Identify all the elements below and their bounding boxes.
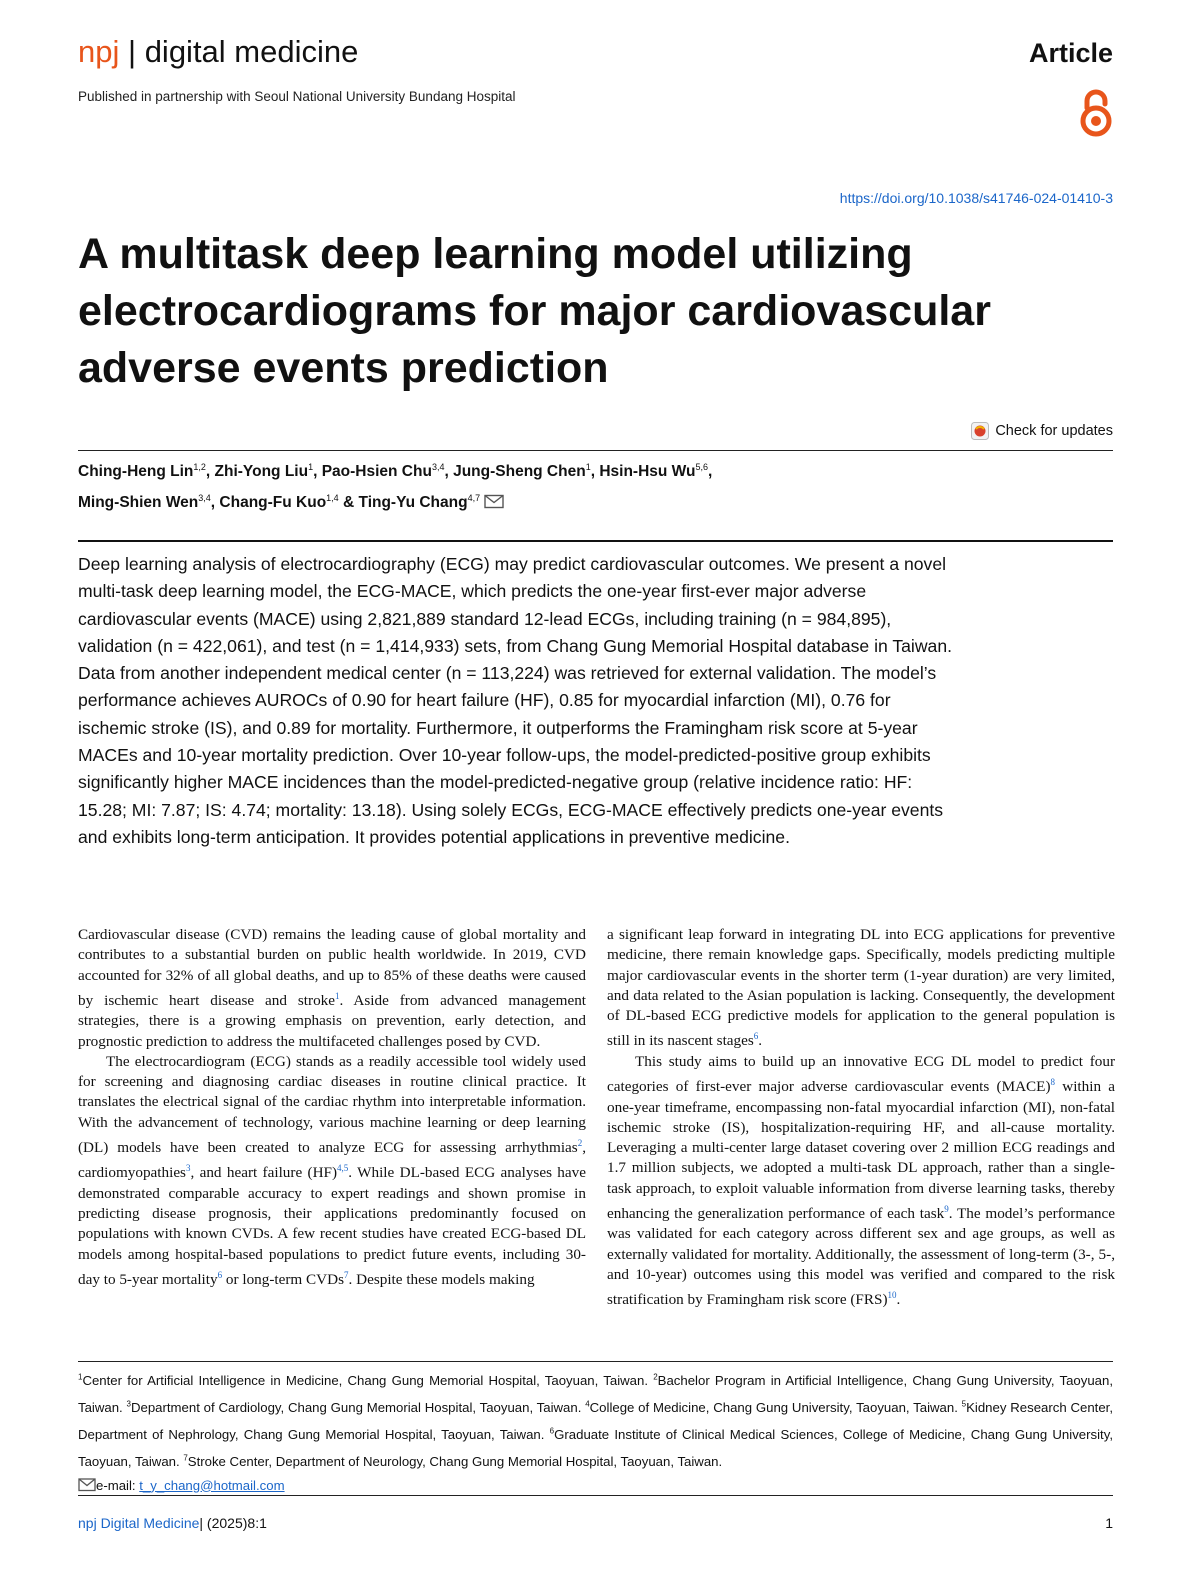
author-name[interactable]: Ching-Heng Lin xyxy=(78,463,194,481)
author-affiliation-ref: 1 xyxy=(585,462,591,472)
body-paragraph xyxy=(607,925,1115,1052)
abstract-divider xyxy=(78,540,1113,542)
author-name[interactable]: Zhi-Yong Liu xyxy=(214,463,309,481)
citation-ref[interactable]: 10 xyxy=(887,1290,897,1301)
paragraph-text: . xyxy=(896,1291,901,1309)
citation-ref[interactable]: 7 xyxy=(344,1269,349,1280)
affiliation-text: Bachelor Program in Artificial Intelligence, Chang Gung University, Taoyuan, Taiwan. xyxy=(78,1373,1113,1416)
corresponding-author-mail-icon[interactable] xyxy=(484,494,504,509)
affiliation-number: 5 xyxy=(961,1399,967,1409)
author-affiliation-ref: 1,4 xyxy=(326,493,339,504)
header-divider xyxy=(78,450,1113,451)
footer-journal-link[interactable]: npj Digital Medicine xyxy=(78,1515,200,1531)
footnote-divider xyxy=(78,1361,1113,1362)
journal-brand xyxy=(78,32,358,72)
brand-separator: | xyxy=(128,34,137,69)
affiliation-list xyxy=(78,1373,1113,1469)
footer-citation xyxy=(78,1514,267,1532)
affiliation-text: Stroke Center, Department of Neurology, Chang Gung Memorial Hospital, Taoyuan, Taiwan. xyxy=(187,1454,723,1470)
email-label: e-mail: xyxy=(96,1477,140,1493)
author-list xyxy=(78,454,1108,516)
author-name[interactable]: Ting-Yu Chang xyxy=(358,494,468,512)
body-column-left xyxy=(78,925,586,1290)
article-type-label: Article xyxy=(1028,38,1113,68)
author-separator: , xyxy=(205,463,215,481)
paragraph-text: The electrocardiogram (ECG) stands as a readily accessible tool widely used for screening and diagnosing cardiac diseases in routine clinical practice. It translates the electrical signal of the cardiac rhythm into interpretable information. With the advancement of technology, various machine learning or deep learning (DL) models have been created to analyze ECG for assessing arrhythmias xyxy=(78,1052,586,1157)
body-paragraph xyxy=(607,1052,1115,1311)
check-updates-icon xyxy=(971,422,989,440)
author-affiliation-ref: 5,6 xyxy=(695,462,708,472)
doi-link[interactable]: https://doi.org/10.1038/s41746-024-01410-3 xyxy=(839,190,1113,206)
affiliation-number: 4 xyxy=(585,1399,590,1409)
author-affiliation-ref: 1 xyxy=(308,462,314,472)
author-affiliation-ref: 3,4 xyxy=(198,493,211,504)
paragraph-text: , cardiomyopathies xyxy=(78,1139,586,1182)
author-name[interactable]: Pao-Hsien Chu xyxy=(321,463,432,481)
abstract-text: Deep learning analysis of electrocardiography (ECG) may predict cardiovascular outcomes. We present a novel multi-task deep learning model, the ECG-MACE, which predicts the one-year first-ever major adverse cardiovascular events (MACE) using 2,821,889 standard 12-lead ECGs, including training (n = 984,895), validation (n = 422,061), and test (n = 1,414,933) sets, from Chang Gung Memorial Hospital database in Taiwan. Data from another independent medical center (n = 113,224) was retrieved for external validation. The model’s performance achieves AUROCs of 0.90 for heart failure (HF), 0.85 for myocardial infarction (MI), 0.76 for ischemic stroke (IS), and 0.89 for mortality. Furthermore, it outperforms the Framingham risk score at 5-year MACEs and 10-year mortality prediction. Over 10-year follow-ups, the model-predicted-positive group exhibits significantly higher MACE incidences than the model-predicted-negative group (relative incidence ratio: HF: 15.28; MI: 7.87; IS: 4.74; mortality: 13.18). Using solely ECGs, ECG-MACE effectively predicts one-year events and exhibits long-term anticipation. It provides potential applications in preventive medicine. xyxy=(78,554,953,847)
affiliation-number: 6 xyxy=(549,1426,555,1436)
affiliation-number: 1 xyxy=(78,1373,83,1382)
article-title: A multitask deep learning model utilizing electrocardiograms for major cardiovascular adverse events prediction xyxy=(78,230,991,392)
body-column-right xyxy=(607,925,1115,1311)
citation-ref[interactable]: 2 xyxy=(577,1138,583,1149)
page-number: 1 xyxy=(1105,1515,1113,1531)
author-name[interactable]: Hsin-Hsu Wu xyxy=(599,463,696,481)
citation-ref[interactable]: 6 xyxy=(753,1031,759,1042)
affiliation-text: Kidney Research Center, Department of Nephrology, Chang Gung Memorial Hospital, Taoyuan, Taiwan. xyxy=(78,1400,1114,1443)
citation-ref[interactable]: 1 xyxy=(335,990,340,1001)
email-icon xyxy=(78,1478,96,1492)
citation-ref[interactable]: 8 xyxy=(1050,1077,1056,1088)
footer-divider xyxy=(78,1495,1113,1496)
affiliation-number: 7 xyxy=(183,1453,188,1463)
paragraph-text: . xyxy=(758,1032,763,1050)
author-affiliation-ref: 3,4 xyxy=(431,462,445,472)
brand-name: digital medicine xyxy=(144,34,359,69)
citation-ref[interactable]: 4,5 xyxy=(337,1163,349,1174)
affiliation-text: College of Medicine, Chang Gung University, Taoyuan, Taiwan. xyxy=(589,1400,962,1416)
paragraph-text: or long-term CVDs xyxy=(222,1271,345,1288)
open-access-icon xyxy=(1078,88,1114,138)
partnership-note: Published in partnership with Seoul National University Bundang Hospital xyxy=(78,89,516,104)
paragraph-text: a significant leap forward in integrating DL into ECG applications for preventive medicine, there remain knowledge gaps. Specifically, models predicting multiple major cardiovascular events in the shorter term (1-year duration) are very limited, and data related to the Asian population is lacking. Consequently, the development of DL-based ECG predictive models for application to the general population is still in its nascent stages xyxy=(607,926,1115,1050)
citation-ref[interactable]: 9 xyxy=(944,1203,949,1214)
paragraph-text: . Aside from advanced management strategies, there is a growing emphasis on prevention, early detection, and prognostic prediction to address the multifaceted challenges posed by CVD. xyxy=(78,991,587,1050)
check-updates-label: Check for updates xyxy=(995,423,1113,439)
paragraph-text: Cardiovascular disease (CVD) remains the leading cause of global mortality and contributes to a substantial burden on public health worldwide. In 2019, CVD accounted for 32% of all global deaths, and up to 85% of these deaths were caused by ischemic heart disease and stroke xyxy=(78,926,586,1009)
affiliation-number: 3 xyxy=(126,1399,131,1409)
paragraph-text: . The model’s performance was validated for each category across different sex and age groups, as well as externally validated for mortality. Additionally, the assessment of long-term (3-, 5-, and 10-year) outcomes using this model was verified and compared to the risk stratification by Framingham risk score (FRS) xyxy=(607,1205,1115,1309)
affiliation-number: 2 xyxy=(653,1373,658,1382)
brand-npj: npj xyxy=(78,34,120,69)
affiliations-block xyxy=(78,1366,1113,1497)
author-separator: , xyxy=(444,463,454,481)
paragraph-text: This study aims to build up an innovative ECG DL model to predict four categories of first-ever major adverse cardiovascular events (MACE) xyxy=(607,1052,1115,1096)
author-separator: , xyxy=(590,463,600,481)
author-separator: , xyxy=(313,463,322,481)
email-link[interactable]: t_y_chang@hotmail.com xyxy=(139,1477,285,1493)
citation-ref[interactable]: 3 xyxy=(185,1163,191,1174)
author-affiliation-ref: 1,2 xyxy=(193,462,206,472)
affiliation-text: Center for Artificial Intelligence in Medicine, Chang Gung Memorial Hospital, Taoyuan, Taiwan. xyxy=(82,1373,654,1389)
author-separator: & xyxy=(338,494,359,512)
paragraph-text: , and heart failure (HF) xyxy=(190,1164,338,1182)
paragraph-text: . Despite these models making xyxy=(348,1271,535,1288)
paragraph-text: within a one-year timeframe, encompassing non-fatal myocardial infarction (MI), non-fatal ischemic stroke (IS), hospitalization-requiring HF, and all-cause mortality. Leveraging a multi-center large dataset covering over 2 million ECG readings and 1.7 million subjects, we adopted a multi-task DL approach, rather than a single-task approach, to exploit valuable information from diverse learning tasks, thereby enhancing the generalization performance of each task xyxy=(607,1078,1115,1223)
paragraph-text: . While DL-based ECG analyses have demonstrated comparable accuracy to expert readings and shown promise in predicting disease prognosis, their applications predominantly focused on populations with known CVDs. A few recent studies have created ECG-based DL models among hospital-based populations to predict future events, including 30-day to 5-year mortality xyxy=(78,1164,586,1288)
footer-issue: | (2025)8:1 xyxy=(199,1515,267,1531)
body-paragraph xyxy=(78,925,586,1052)
author-name[interactable]: Jung-Sheng Chen xyxy=(453,463,586,481)
author-separator: , xyxy=(210,494,220,512)
body-paragraph xyxy=(78,1052,586,1290)
author-separator: , xyxy=(708,463,713,481)
author-affiliation-ref: 4,7 xyxy=(467,493,481,504)
affiliation-text: Graduate Institute of Clinical Medical Sciences, College of Medicine, Chang Gung University, Taoyuan, Taiwan. xyxy=(78,1427,1113,1470)
affiliation-text: Department of Cardiology, Chang Gung Memorial Hospital, Taoyuan, Taiwan. xyxy=(130,1400,586,1416)
author-name[interactable]: Ming-Shien Wen xyxy=(78,494,199,512)
check-for-updates-button[interactable] xyxy=(971,421,1113,441)
author-name[interactable]: Chang-Fu Kuo xyxy=(219,494,327,512)
citation-ref[interactable]: 6 xyxy=(217,1269,223,1280)
